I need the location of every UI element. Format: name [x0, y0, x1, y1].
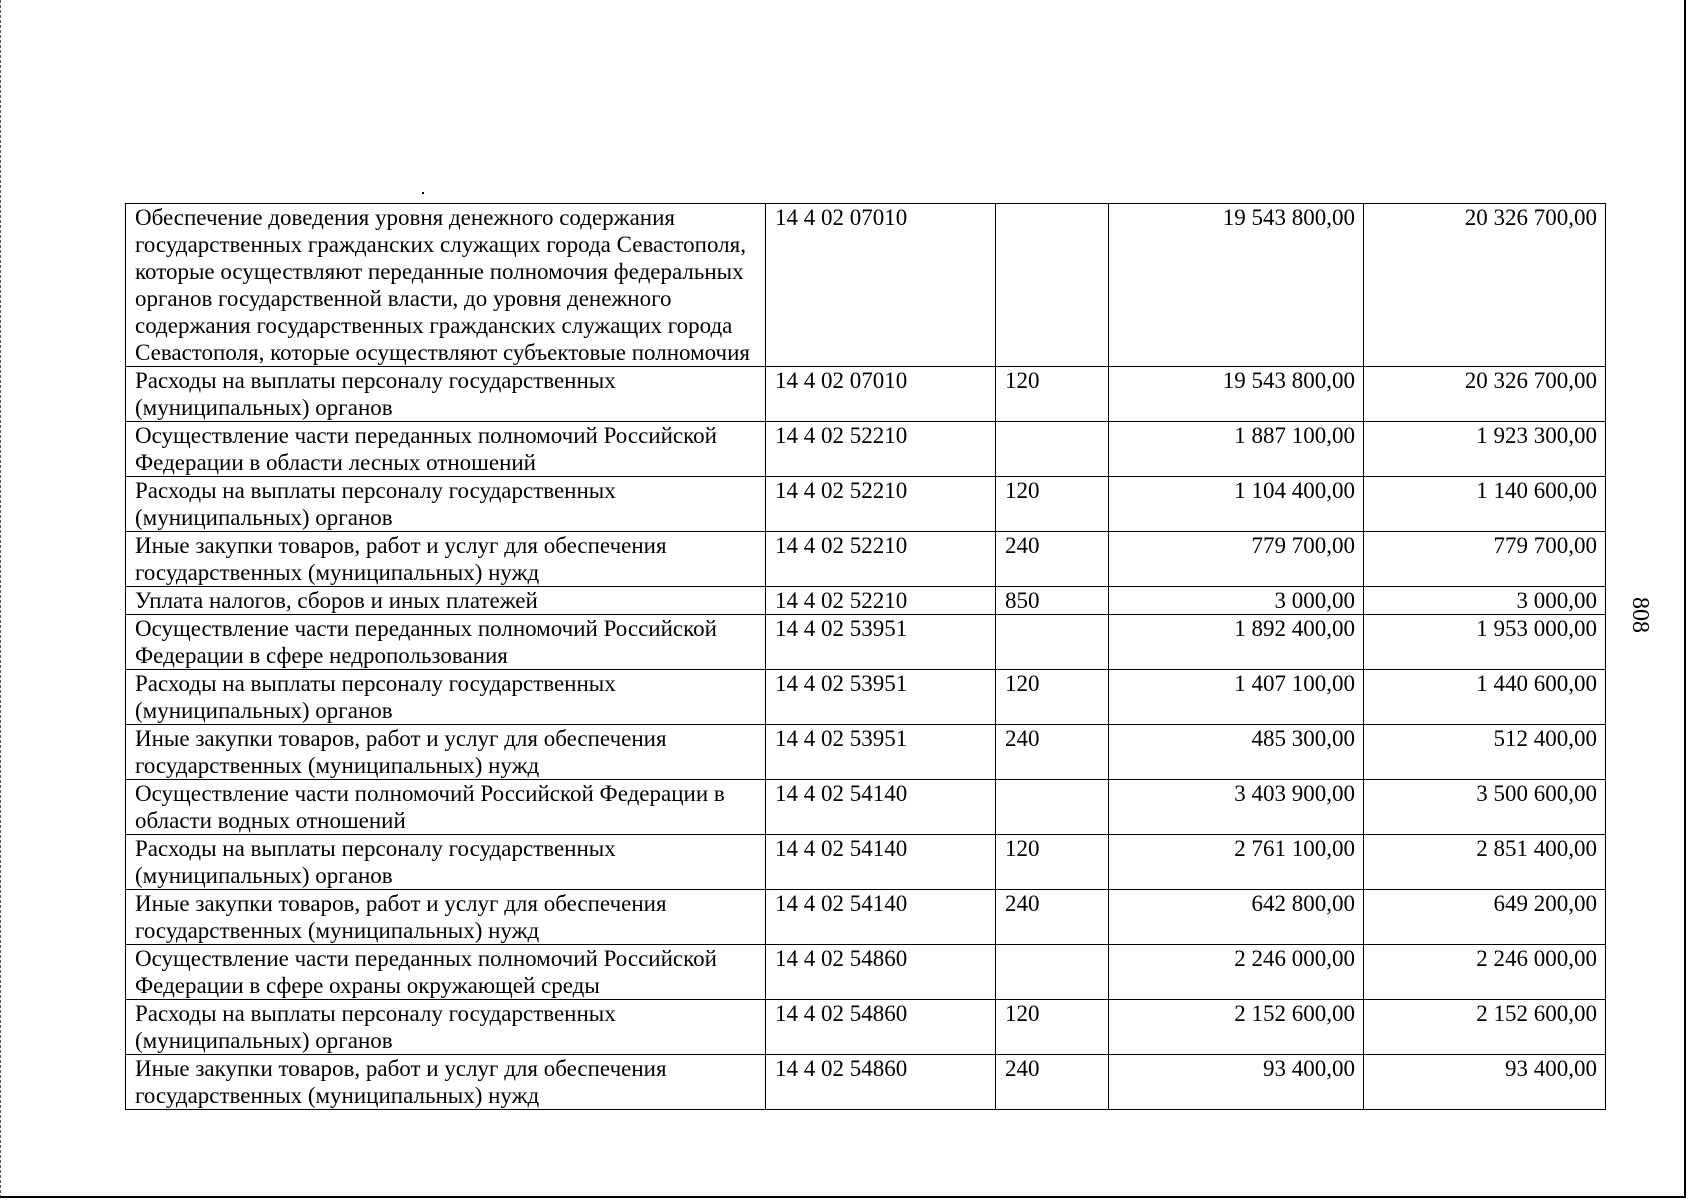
amount-year1-cell: 19 543 800,00: [1109, 367, 1364, 422]
amount-year1-cell: 3 403 900,00: [1109, 780, 1364, 835]
budget-table: [125, 203, 1606, 1110]
target-code-cell: 14 4 02 52210: [766, 477, 996, 532]
target-code-cell: 14 4 02 07010: [766, 367, 996, 422]
target-code-cell: 14 4 02 54140: [766, 835, 996, 890]
expense-type-cell: 120: [996, 670, 1109, 725]
expense-type-cell: 120: [996, 835, 1109, 890]
expense-type-cell: 120: [996, 477, 1109, 532]
expense-name-cell: Расходы на выплаты персоналу государственных (муниципальных) органов: [126, 1000, 766, 1055]
expense-name-cell: Осуществление части полномочий Российской Федерации в области водных отношений: [126, 780, 766, 835]
amount-year2-cell: 1 140 600,00: [1364, 477, 1606, 532]
amount-year1-cell: 779 700,00: [1109, 532, 1364, 587]
amount-year2-cell: 3 500 600,00: [1364, 780, 1606, 835]
amount-year1-cell: 3 000,00: [1109, 587, 1364, 615]
expense-name-cell: Расходы на выплаты персоналу государственных (муниципальных) органов: [126, 367, 766, 422]
table-row: [126, 835, 1606, 890]
scan-speck: [422, 192, 424, 194]
expense-name-cell: Расходы на выплаты персоналу государственных (муниципальных) органов: [126, 477, 766, 532]
table-row: [126, 422, 1606, 477]
amount-year2-cell: 1 953 000,00: [1364, 615, 1606, 670]
expense-type-cell: 240: [996, 890, 1109, 945]
amount-year2-cell: 1 440 600,00: [1364, 670, 1606, 725]
amount-year1-cell: 2 246 000,00: [1109, 945, 1364, 1000]
amount-year2-cell: 1 923 300,00: [1364, 422, 1606, 477]
table-row: [126, 1000, 1606, 1055]
target-code-cell: 14 4 02 54860: [766, 1055, 996, 1110]
target-code-cell: 14 4 02 53951: [766, 670, 996, 725]
amount-year1-cell: 2 761 100,00: [1109, 835, 1364, 890]
expense-name-cell: Осуществление части переданных полномочий Российской Федерации в сфере недропользования: [126, 615, 766, 670]
expense-name-cell: Иные закупки товаров, работ и услуг для обеспечения государственных (муниципальных) нужд: [126, 890, 766, 945]
target-code-cell: 14 4 02 52210: [766, 422, 996, 477]
target-code-cell: 14 4 02 54860: [766, 1000, 996, 1055]
expense-name-cell: Осуществление части переданных полномочий Российской Федерации в сфере охраны окружающей среды: [126, 945, 766, 1000]
table-row: [126, 670, 1606, 725]
expense-name-cell: Расходы на выплаты персоналу государственных (муниципальных) органов: [126, 670, 766, 725]
table-row: [126, 367, 1606, 422]
target-code-cell: 14 4 02 52210: [766, 587, 996, 615]
table-row: [126, 532, 1606, 587]
amount-year2-cell: 20 326 700,00: [1364, 367, 1606, 422]
expense-type-cell: [996, 422, 1109, 477]
expense-type-cell: 240: [996, 532, 1109, 587]
expense-name-cell: Обеспечение доведения уровня денежного содержания государственных гражданских служащих города Севастополя, которые осуществляют переданные полномочия федеральных органов государственной власти, до уровня денежного содержания государственных гражданских служащих города Севастополя, которые осуществляют субъектовые полномочия: [126, 204, 766, 367]
amount-year1-cell: 1 104 400,00: [1109, 477, 1364, 532]
table-row: [126, 615, 1606, 670]
expense-type-cell: [996, 780, 1109, 835]
expense-name-cell: Осуществление части переданных полномочий Российской Федерации в области лесных отношений: [126, 422, 766, 477]
table-row: [126, 725, 1606, 780]
expense-type-cell: 240: [996, 1055, 1109, 1110]
amount-year2-cell: 2 851 400,00: [1364, 835, 1606, 890]
target-code-cell: 14 4 02 07010: [766, 204, 996, 367]
amount-year2-cell: 93 400,00: [1364, 1055, 1606, 1110]
target-code-cell: 14 4 02 52210: [766, 532, 996, 587]
expense-type-cell: 120: [996, 367, 1109, 422]
table-row: [126, 477, 1606, 532]
table-row: [126, 1055, 1606, 1110]
target-code-cell: 14 4 02 54140: [766, 780, 996, 835]
amount-year2-cell: 779 700,00: [1364, 532, 1606, 587]
expense-type-cell: 850: [996, 587, 1109, 615]
expense-name-cell: Расходы на выплаты персоналу государственных (муниципальных) органов: [126, 835, 766, 890]
amount-year2-cell: 2 152 600,00: [1364, 1000, 1606, 1055]
table-row: [126, 204, 1606, 367]
table-row: [126, 780, 1606, 835]
budget-table-body: [126, 204, 1606, 1110]
expense-type-cell: [996, 945, 1109, 1000]
amount-year1-cell: 2 152 600,00: [1109, 1000, 1364, 1055]
table-row: [126, 890, 1606, 945]
expense-name-cell: Иные закупки товаров, работ и услуг для обеспечения государственных (муниципальных) нужд: [126, 1055, 766, 1110]
target-code-cell: 14 4 02 53951: [766, 615, 996, 670]
expense-name-cell: Иные закупки товаров, работ и услуг для обеспечения государственных (муниципальных) нужд: [126, 725, 766, 780]
page-number: 808: [1627, 597, 1653, 633]
amount-year2-cell: 20 326 700,00: [1364, 204, 1606, 367]
amount-year1-cell: 19 543 800,00: [1109, 204, 1364, 367]
amount-year1-cell: 93 400,00: [1109, 1055, 1364, 1110]
table-row: [126, 587, 1606, 615]
expense-name-cell: Уплата налогов, сборов и иных платежей: [126, 587, 766, 615]
expense-type-cell: [996, 615, 1109, 670]
amount-year1-cell: 1 407 100,00: [1109, 670, 1364, 725]
target-code-cell: 14 4 02 53951: [766, 725, 996, 780]
amount-year1-cell: 485 300,00: [1109, 725, 1364, 780]
expense-type-cell: 240: [996, 725, 1109, 780]
amount-year2-cell: 2 246 000,00: [1364, 945, 1606, 1000]
amount-year2-cell: 512 400,00: [1364, 725, 1606, 780]
amount-year1-cell: 642 800,00: [1109, 890, 1364, 945]
amount-year2-cell: 3 000,00: [1364, 587, 1606, 615]
expense-type-cell: [996, 204, 1109, 367]
amount-year2-cell: 649 200,00: [1364, 890, 1606, 945]
table-row: [126, 945, 1606, 1000]
target-code-cell: 14 4 02 54860: [766, 945, 996, 1000]
expense-type-cell: 120: [996, 1000, 1109, 1055]
amount-year1-cell: 1 892 400,00: [1109, 615, 1364, 670]
target-code-cell: 14 4 02 54140: [766, 890, 996, 945]
amount-year1-cell: 1 887 100,00: [1109, 422, 1364, 477]
expense-name-cell: Иные закупки товаров, работ и услуг для обеспечения государственных (муниципальных) нужд: [126, 532, 766, 587]
